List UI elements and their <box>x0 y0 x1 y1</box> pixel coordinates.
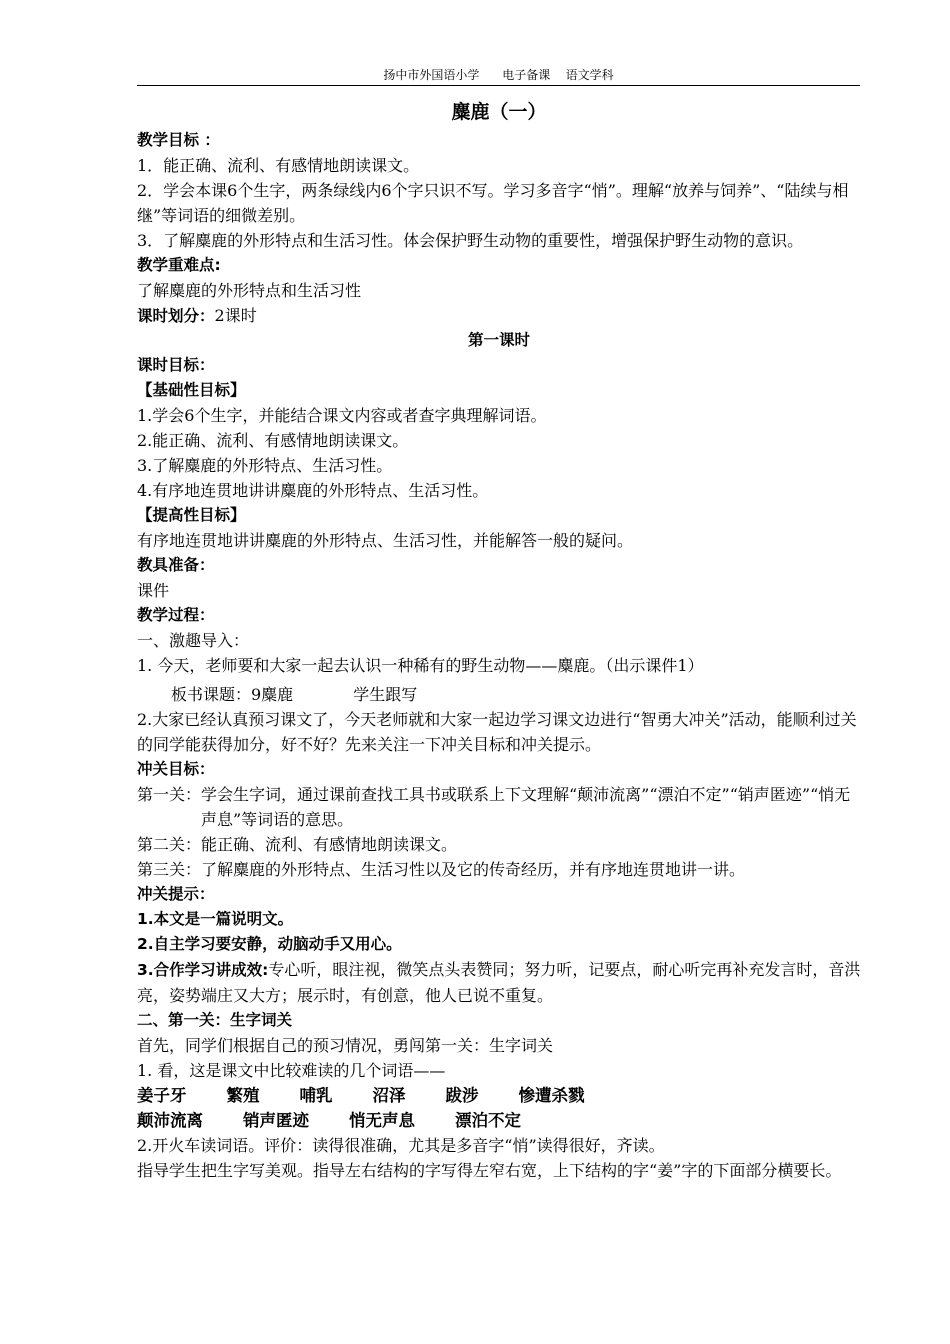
step2-item3: 指导学生把生字写美观。指导左右结构的字写得左窄右宽，上下结构的字“姜”字的下面部分横要长。 <box>137 1161 842 1180</box>
hours-label: 课时划分： <box>137 307 215 325</box>
goal-item-1: 1．能正确、流利、有感情地朗读课文。 <box>137 156 420 175</box>
advanced-goal-label: 【提高性目标】 <box>137 506 246 524</box>
follow-write: 学生跟写 <box>353 685 418 704</box>
key-points-label: 教学重难点: <box>137 256 221 274</box>
word: 惨遭杀戮 <box>518 1086 585 1105</box>
word: 销声匿迹 <box>243 1111 309 1130</box>
step2-label: 二、第一关：生字词关 <box>137 1011 293 1029</box>
step1-item2: 2.大家已经认真预习课文了，今天老师就和大家一起边学习课文边进行“智勇大冲关”活动，能顺利过关的同学能获得加分，好不好？先来关注一下冲关目标和冲关提示。 <box>137 710 857 754</box>
step1-item1: 1. 今天，老师要和大家一起去认识一种稀有的野生动物——麋鹿。（出示课件1） <box>137 656 704 675</box>
header-school: 扬中市外国语小学 <box>383 68 480 82</box>
step2-intro: 首先，同学们根据自己的预习情况，勇闯第一关：生字词关 <box>137 1036 554 1055</box>
challenge-3: 第三关：了解麋鹿的外形特点、生活习性以及它的传奇经历，并有序地连贯地讲一讲。 <box>137 860 746 879</box>
tip-2: 2.自主学习要安静，动脑动手又用心。 <box>137 935 402 953</box>
word: 沼泽 <box>372 1086 406 1105</box>
step1-label: 一、激趣导入： <box>137 631 250 650</box>
lesson-heading: 第一课时 <box>467 331 530 349</box>
document-body <box>137 96 861 1183</box>
challenge-label: 冲关目标： <box>137 760 215 778</box>
challenge-2: 第二关：能正确、流利、有感情地朗读课文。 <box>137 835 458 854</box>
tip-3 <box>137 957 861 1008</box>
word: 颠沛流离 <box>137 1111 203 1130</box>
page-header <box>137 66 860 86</box>
header-type: 电子备课 <box>502 68 551 82</box>
words-row-1 <box>137 1083 861 1108</box>
basic-goal-label: 【基础性目标】 <box>137 381 246 399</box>
board-row <box>137 682 861 707</box>
word: 姜子牙 <box>137 1086 187 1105</box>
challenge-1: 第一关：学会生字词，通过课前查找工具书或联系上下文理解“颠沛流离”“漂泊不定”“销声匿迹”“悄无声息”等词语的意思。 <box>137 785 851 829</box>
tools-text: 课件 <box>137 581 170 600</box>
lesson-goal-label: 课时目标： <box>137 356 215 374</box>
board-write: 板书课题：9麋鹿 <box>171 685 294 704</box>
goals-label: 教学目标 ： <box>137 131 220 149</box>
hours-value: 2课时 <box>214 306 257 325</box>
word: 跋涉 <box>445 1086 479 1105</box>
step2-item2: 2.开火车读词语。评价：读得很准确，尤其是多音字“悄”读得很好，齐读。 <box>137 1136 665 1155</box>
process-label: 教学过程： <box>137 606 215 624</box>
goal-item-2: 2．学会本课6个生字，两条绿线内6个字只识不写。学习多音字“悄”。理解“放养与饲养”、“陆续与相继”等词语的细微差别。 <box>137 181 849 225</box>
tools-label: 教具准备： <box>137 556 215 574</box>
key-points-text: 了解麋鹿的外形特点和生活习性 <box>137 281 362 300</box>
step2-item1: 1. 看，这是课文中比较难读的几个词语—— <box>137 1061 446 1080</box>
tip-1: 1.本文是一篇说明文。 <box>137 910 294 928</box>
basic-goal-2: 2.能正确、流利、有感情地朗读课文。 <box>137 431 409 450</box>
tip-3-label: 3.合作学习讲成效: <box>137 961 269 979</box>
words-row-2 <box>137 1108 861 1133</box>
word: 哺乳 <box>299 1086 333 1105</box>
basic-goal-3: 3.了解麋鹿的外形特点、生活习性。 <box>137 456 393 475</box>
document-title: 麋鹿（一） <box>451 101 547 123</box>
word: 悄无声息 <box>349 1111 415 1130</box>
tips-label: 冲关提示： <box>137 885 215 903</box>
basic-goal-4: 4.有序地连贯地讲讲麋鹿的外形特点、生活习性。 <box>137 481 489 500</box>
word: 繁殖 <box>226 1086 260 1105</box>
goal-item-3: 3．了解麋鹿的外形特点和生活习性。体会保护野生动物的重要性，增强保护野生动物的意识。 <box>137 231 804 250</box>
tip-3-text: 专心听，眼注视，微笑点头表赞同；努力听，记要点，耐心听完再补充发言时，音洪亮，姿势端庄又大方；展示时，有创意，他人已说不重复。 <box>137 960 861 1005</box>
advanced-goal-text: 有序地连贯地讲讲麋鹿的外形特点、生活习性，并能解答一般的疑问。 <box>137 531 634 550</box>
basic-goal-1: 1.学会6个生字，并能结合课文内容或者查字典理解词语。 <box>137 406 547 425</box>
hours-row <box>137 303 861 328</box>
word: 漂泊不定 <box>455 1111 521 1130</box>
header-subject: 语文学科 <box>565 68 614 82</box>
